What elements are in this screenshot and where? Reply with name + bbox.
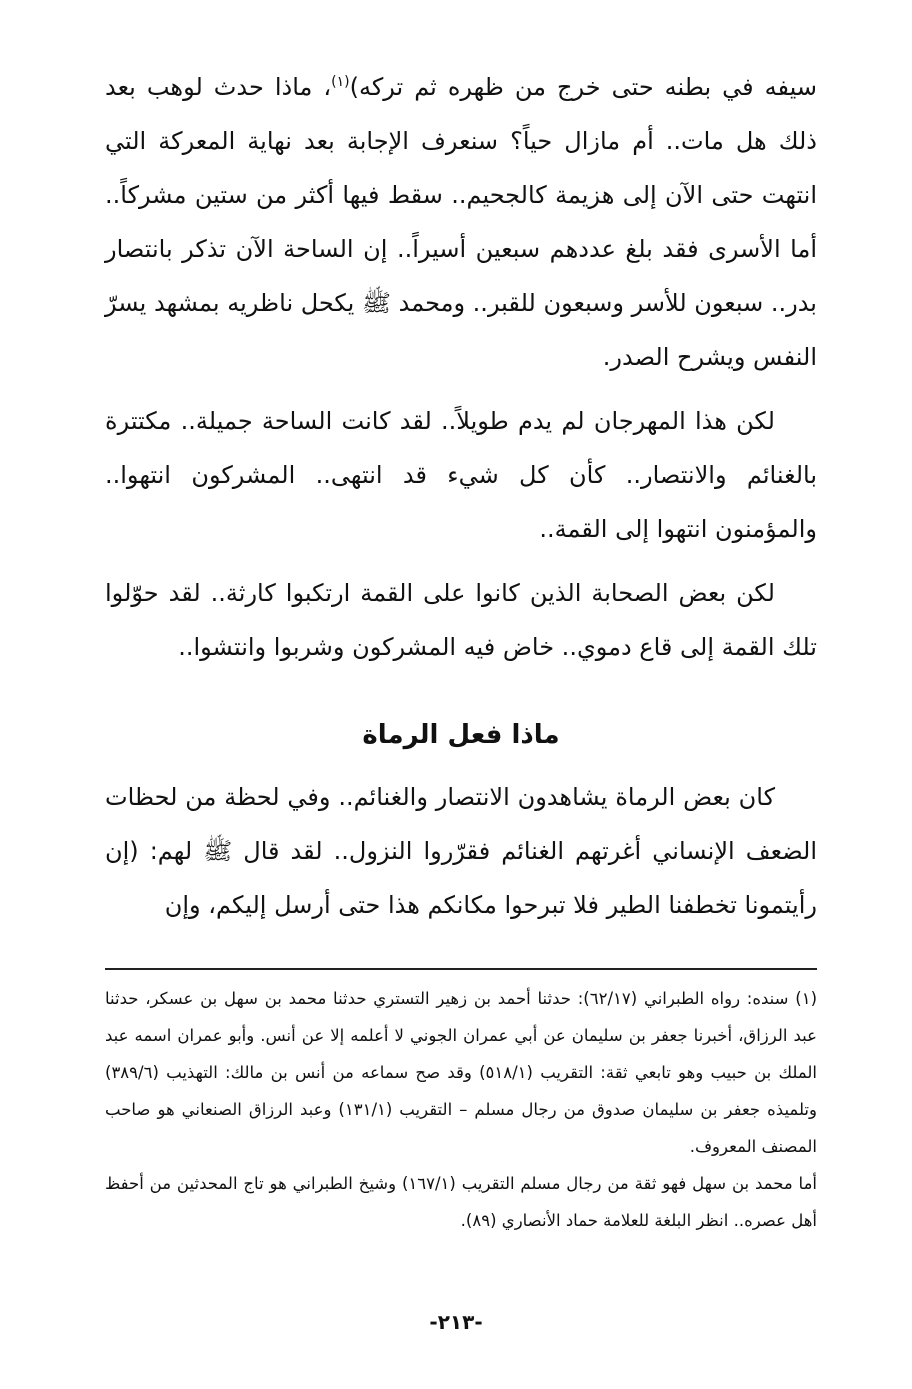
paragraph-1 bbox=[105, 60, 817, 384]
paragraph-4: كان بعض الرماة يشاهدون الانتصار والغنائم.. وفي لحظة من لحظات الضعف الإنساني أغرتهم الغنائم فقرّروا النزول.. لقد قال ﷺ لهم: (إن رأيتمونا تخطفنا الطير فلا تبرحوا مكانكم هذا حتى أرسل إليكم، وإن bbox=[105, 783, 817, 919]
footnote-reference[interactable]: (١) bbox=[331, 74, 350, 90]
footnote-1-continued: أما محمد بن سهل فهو ثقة من رجال مسلم التقريب (١٦٧/١) وشيخ الطبراني هو تاج المحدثين من أحفظ أهل عصره.. انظر البلغة للعلامة حماد الأنصاري (٨٩). bbox=[105, 1174, 818, 1230]
paragraph-1-text-b: ، ماذا حدث لوهب بعد ذلك هل مات.. أم مازال حياً؟ سنعرف الإجابة بعد نهاية المعركة التي انتهت حتى الآن إلى هزيمة كالجحيم.. سقط فيها أكثر من ستين مشركاً.. أما الأسرى فقد بلغ عددهم سبعين أسيراً.. إن الساحة الآن تذكر بانتصار بدر.. سبعون للأسر وسبعون للقبر.. ومحمد ﷺ يكحل ناظريه بمشهد يسرّ النفس ويشرح الصدر. bbox=[105, 73, 817, 371]
footnote-1: (١) سنده: رواه الطبراني (٦٢/١٧): حدثنا أحمد بن زهير التستري حدثنا محمد بن سهل بن عسكر، حدثنا عبد الرزاق، أخبرنا جعفر بن سليمان عن أبي عمران الجوني لا أعلمه إلا عن أنس. وأبو عمران اسمه عبد الملك بن حبيب وهو تابعي ثقة: التقريب (٥١٨/١) وقد صح سماعه من أنس بن مالك: التهذيب (٣٨٩/٦) وتلميذه جعفر بن سليمان صدوق من رجال مسلم – التقريب (١٣١/١) وعبد الرزاق الصنعاني هو صاحب المصنف المعروف. bbox=[105, 989, 817, 1156]
main-text bbox=[105, 60, 817, 942]
section-heading: ماذا فعل الرماة bbox=[362, 720, 560, 750]
footnote-separator bbox=[105, 968, 817, 970]
paragraph-1-text-a: سيفه في بطنه حتى خرج من ظهره ثم تركه) bbox=[349, 73, 817, 101]
page-number: -٢١٣- bbox=[429, 1310, 483, 1334]
footnotes bbox=[105, 980, 817, 1239]
paragraph-3: لكن بعض الصحابة الذين كانوا على القمة ارتكبوا كارثة.. لقد حوّلوا تلك القمة إلى قاع دموي.. خاض فيه المشركون وشربوا وانتشوا.. bbox=[105, 579, 817, 661]
paragraph-2: لكن هذا المهرجان لم يدم طويلاً.. لقد كانت الساحة جميلة.. مكتترة بالغنائم والانتصار.. كأن كل شيء قد انتهى.. المشركون انتهوا.. والمؤمنون انتهوا إلى القمة.. bbox=[105, 407, 817, 543]
